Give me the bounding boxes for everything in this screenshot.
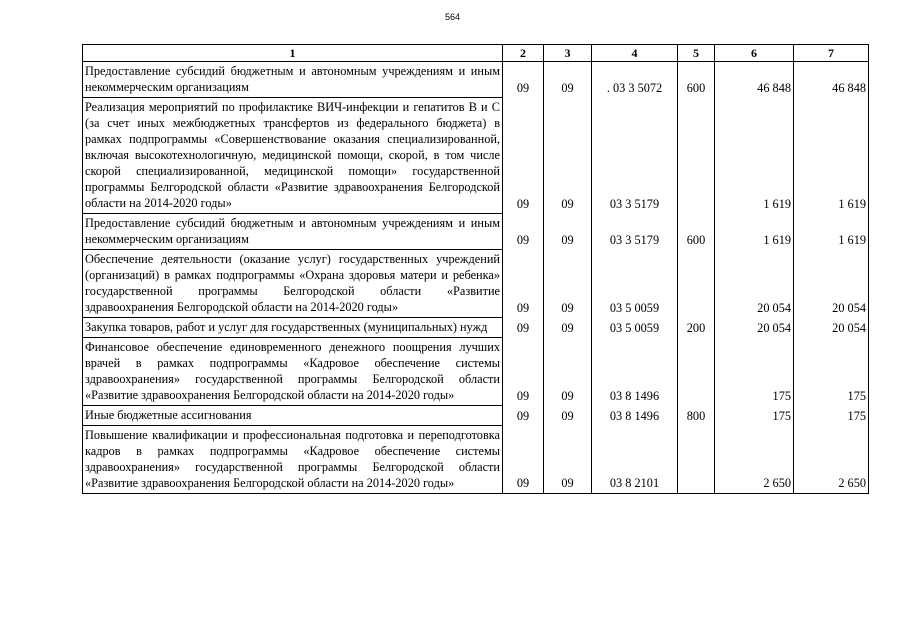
row-subsection: 09 [544, 214, 592, 250]
row-subsection: 09 [544, 338, 592, 406]
row-amount-col7: 1 619 [794, 214, 869, 250]
header-cell: 6 [715, 45, 794, 62]
row-target-code: 03 8 1496 [592, 338, 678, 406]
row-target-code: . 03 3 5072 [592, 62, 678, 98]
table-row [83, 250, 869, 318]
row-subsection: 09 [544, 62, 592, 98]
row-amount-col7: 20 054 [794, 318, 869, 338]
table-row [83, 406, 869, 426]
row-description: Финансовое обеспечение единовременного денежного поощрения лучших врачей в рамках подпрограммы «Кадровое обеспечение системы здравоохранения» государственной программы Белгородской области «Развитие здравоохранения Белгородской области на 2014-2020 годы» [83, 338, 503, 406]
row-section: 09 [503, 214, 544, 250]
row-amount-col7: 46 848 [794, 62, 869, 98]
row-description: Закупка товаров, работ и услуг для государственных (муниципальных) нужд [83, 318, 503, 338]
table-row [83, 338, 869, 406]
row-subsection: 09 [544, 98, 592, 214]
row-section: 09 [503, 318, 544, 338]
row-target-code: 03 8 1496 [592, 406, 678, 426]
row-subsection: 09 [544, 318, 592, 338]
table-row [83, 214, 869, 250]
row-expense-type [678, 426, 715, 494]
row-expense-type [678, 338, 715, 406]
header-cell: 7 [794, 45, 869, 62]
row-description: Предоставление субсидий бюджетным и автономным учреждениям и иным некоммерческим организациям [83, 214, 503, 250]
row-amount-col6: 46 848 [715, 62, 794, 98]
row-amount-col6: 175 [715, 338, 794, 406]
row-amount-col7: 1 619 [794, 98, 869, 214]
row-amount-col7: 20 054 [794, 250, 869, 318]
row-target-code: 03 3 5179 [592, 98, 678, 214]
row-amount-col6: 2 650 [715, 426, 794, 494]
row-expense-type: 200 [678, 318, 715, 338]
table-row [83, 426, 869, 494]
row-section: 09 [503, 62, 544, 98]
row-subsection: 09 [544, 250, 592, 318]
row-amount-col6: 175 [715, 406, 794, 426]
table-row [83, 98, 869, 214]
row-subsection: 09 [544, 406, 592, 426]
row-amount-col6: 20 054 [715, 250, 794, 318]
budget-table [82, 44, 869, 494]
row-description: Реализация мероприятий по профилактике ВИЧ-инфекции и гепатитов В и С (за счет иных межбюджетных трансфертов из федерального бюджета) в рамках подпрограммы «Совершенствование оказания специализированной, включая высокотехнологичную, медицинской помощи, скорой, в том числе скорой специализированной, медицинской помощи» государственной программы Белгородской области «Развитие здравоохранения Белгородской области на 2014-2020 годы» [83, 98, 503, 214]
header-row [83, 45, 869, 62]
row-section: 09 [503, 250, 544, 318]
header-cell: 4 [592, 45, 678, 62]
row-expense-type [678, 250, 715, 318]
table-row [83, 62, 869, 98]
table-body [83, 62, 869, 494]
row-description: Обеспечение деятельности (оказание услуг) государственных учреждений (организаций) в рамках подпрограммы «Охрана здоровья матери и ребенка» государственной программы Белгородской области «Развитие здравоохранения Белгородской области на 2014-2020 годы» [83, 250, 503, 318]
row-section: 09 [503, 406, 544, 426]
row-target-code: 03 3 5179 [592, 214, 678, 250]
row-section: 09 [503, 338, 544, 406]
row-description: Предоставление субсидий бюджетным и автономным учреждениям и иным некоммерческим организациям [83, 62, 503, 98]
row-section: 09 [503, 98, 544, 214]
row-amount-col7: 175 [794, 338, 869, 406]
row-amount-col6: 1 619 [715, 98, 794, 214]
row-expense-type: 600 [678, 62, 715, 98]
row-amount-col6: 20 054 [715, 318, 794, 338]
row-target-code: 03 5 0059 [592, 250, 678, 318]
header-cell: 1 [83, 45, 503, 62]
page-number: 564 [444, 12, 461, 22]
row-target-code: 03 8 2101 [592, 426, 678, 494]
row-amount-col7: 175 [794, 406, 869, 426]
row-expense-type [678, 98, 715, 214]
table-row [83, 318, 869, 338]
row-description: Повышение квалификации и профессиональная подготовка и переподготовка кадров в рамках подпрограммы «Кадровое обеспечение системы здравоохранения» государственной программы Белгородской области «Развитие здравоохранения Белгородской области на 2014-2020 годы» [83, 426, 503, 494]
row-subsection: 09 [544, 426, 592, 494]
row-description: Иные бюджетные ассигнования [83, 406, 503, 426]
row-amount-col6: 1 619 [715, 214, 794, 250]
header-cell: 3 [544, 45, 592, 62]
row-section: 09 [503, 426, 544, 494]
header-cell: 2 [503, 45, 544, 62]
row-expense-type: 800 [678, 406, 715, 426]
row-target-code: 03 5 0059 [592, 318, 678, 338]
row-expense-type: 600 [678, 214, 715, 250]
header-cell: 5 [678, 45, 715, 62]
row-amount-col7: 2 650 [794, 426, 869, 494]
